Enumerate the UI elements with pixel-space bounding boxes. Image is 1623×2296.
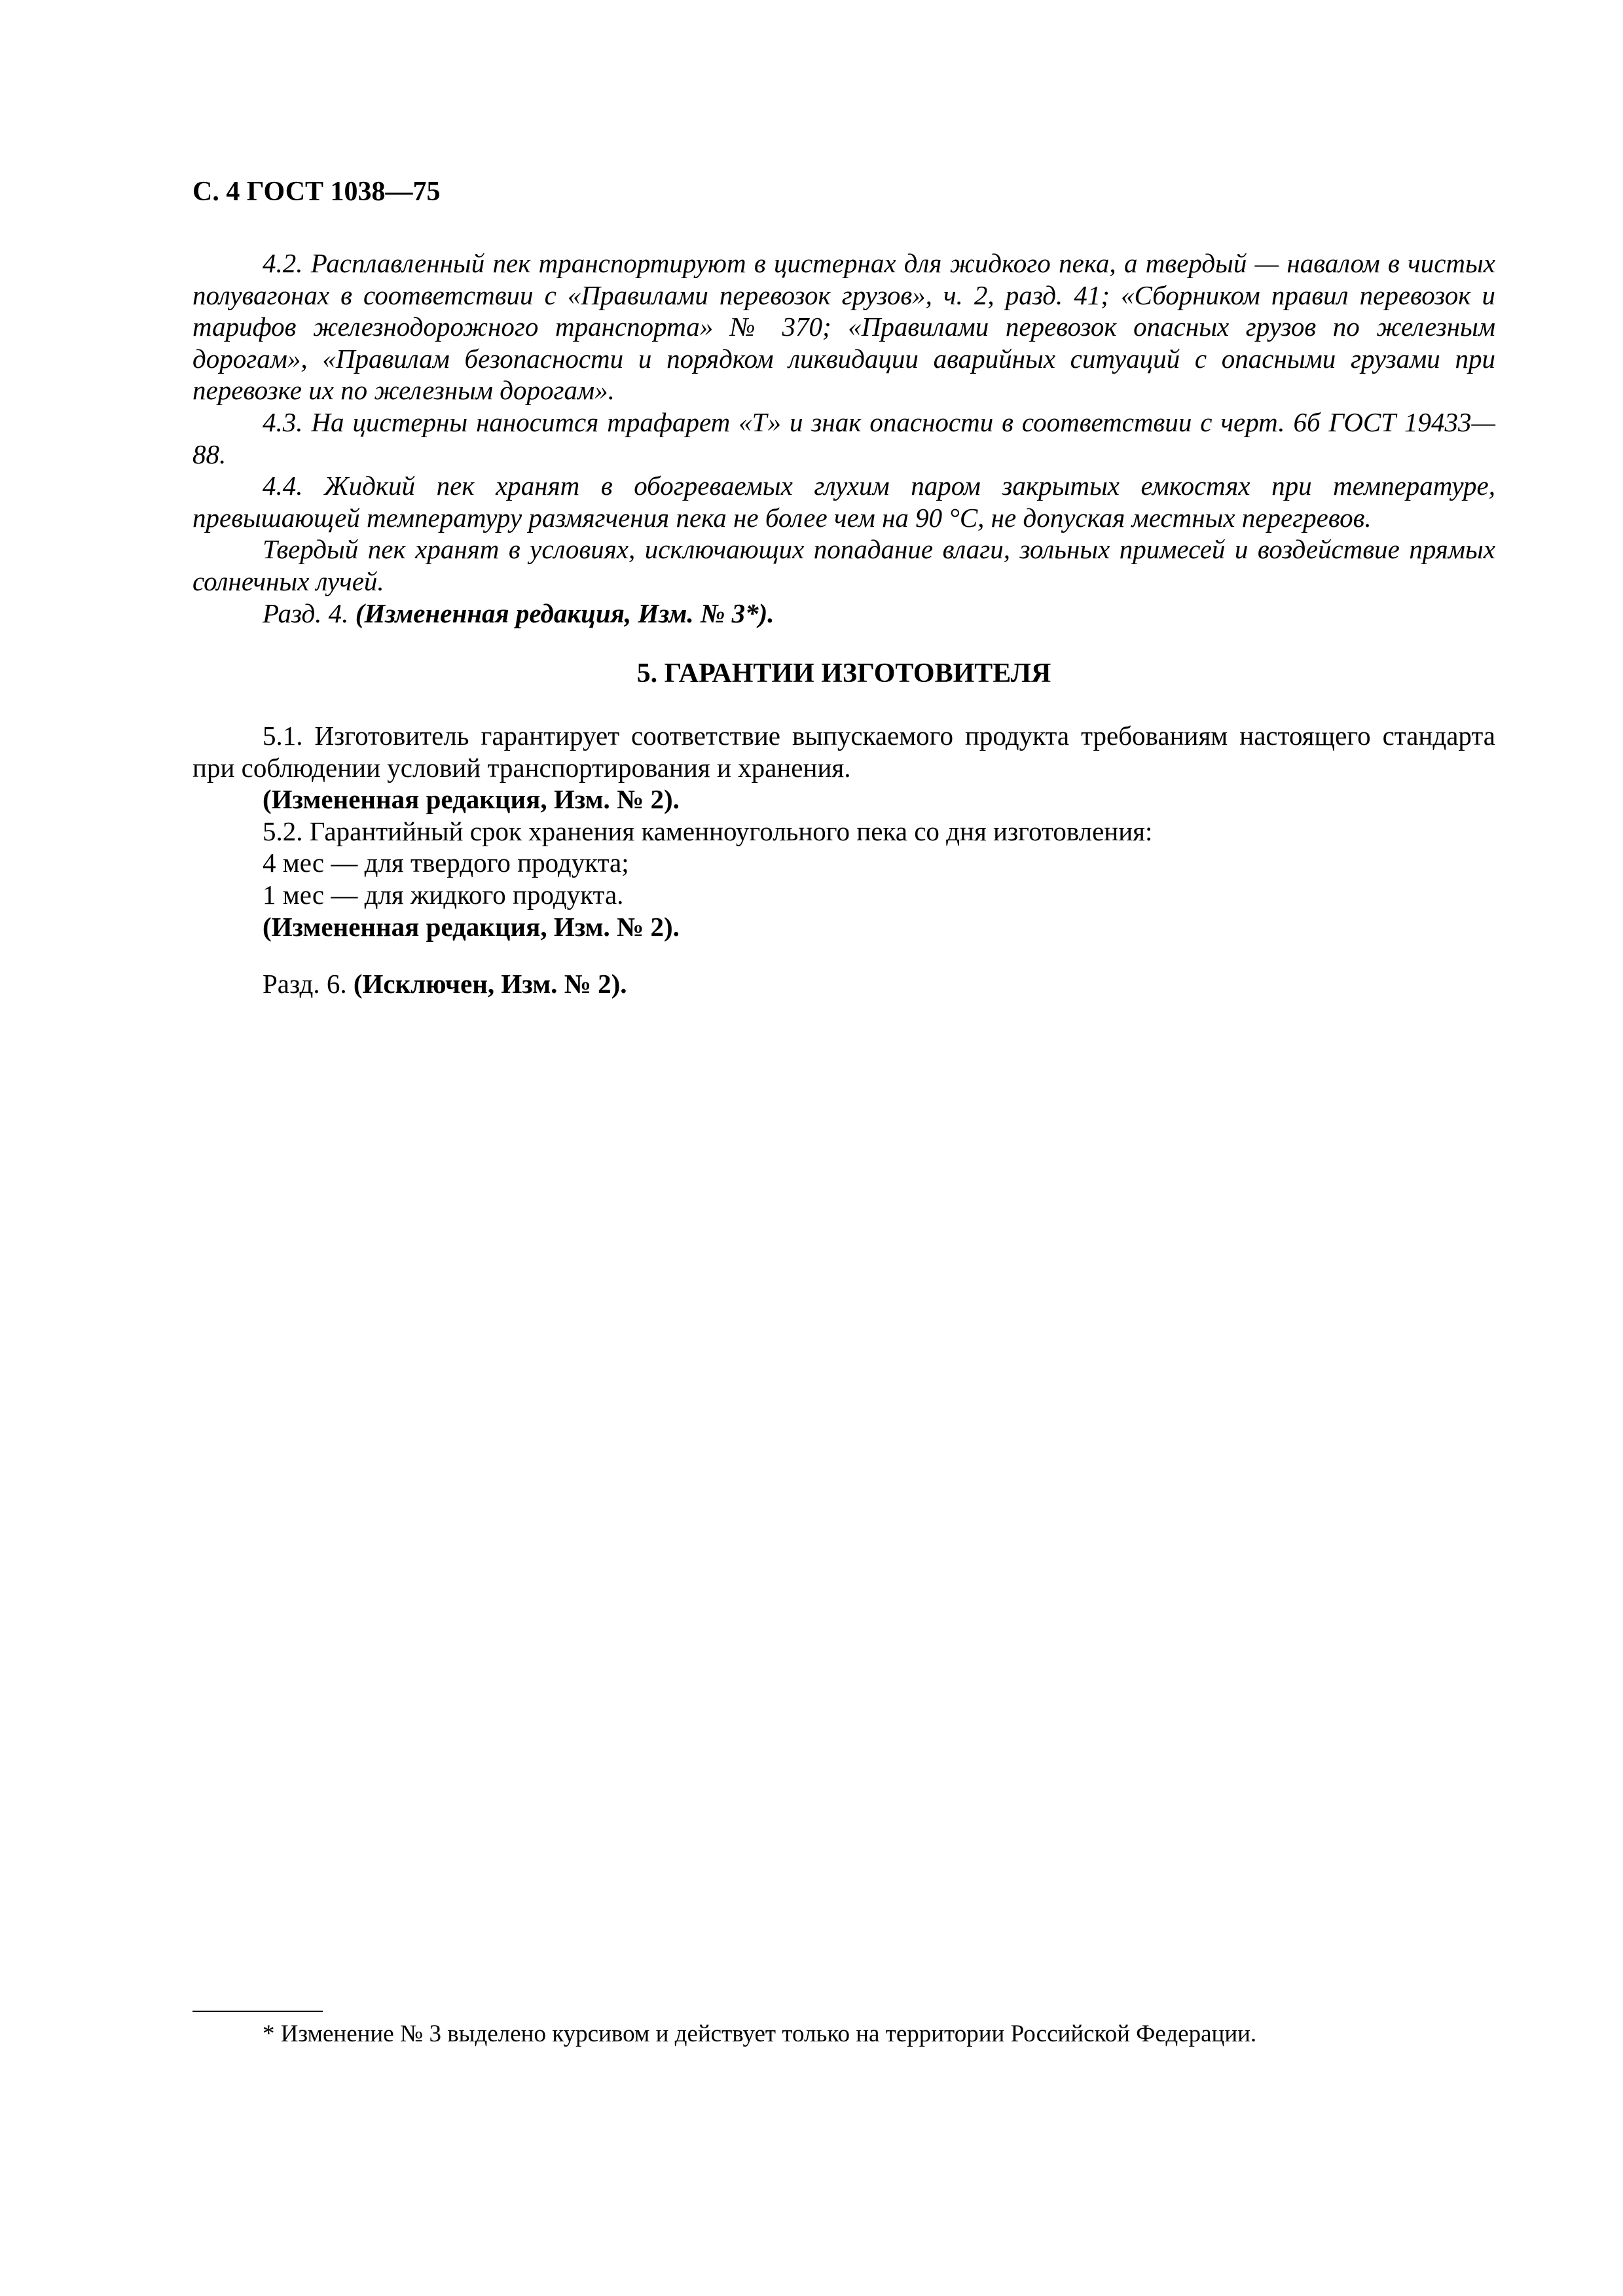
section-5-heading: 5. ГАРАНТИИ ИЗГОТОВИТЕЛЯ — [636, 658, 1051, 689]
list-item-solid: 4 мес — для твердого продукта; — [263, 848, 629, 878]
razd-6-label: Разд. 6. — [263, 969, 347, 999]
footnote: * Изменение № 3 выделено курсивом и действует только на территории Российской Федерации. — [263, 2020, 1257, 2047]
razd-4-amendment: (Измененная редакция, Изм. № 3*). — [355, 598, 775, 628]
section-5-body — [192, 720, 1495, 942]
section-6-note — [263, 968, 627, 1000]
amendment-note-5-1: (Измененная редакция, Изм. № 2). — [263, 784, 680, 815]
section-4-body — [192, 247, 1495, 629]
paragraph-4-4-solid: Твердый пек хранят в условиях, исключающих попадание влаги, зольных примесей и воздействие прямых солнечных лучей. — [192, 534, 1495, 596]
paragraph-4-3: 4.3. На цистерны наносится трафарет «Т» и знак опасности в соответствии с черт. 6б ГОСТ 19433—88. — [192, 406, 1495, 469]
paragraph-4-2: 4.2. Расплавленный пек транспортируют в цистернах для жидкого пека, а твердый — навалом в чистых полувагонах в соответствии с «Правилами перевозок грузов», ч. 2, разд. 41; «Сборником правил перевозок и тарифов железнодорожного транспорта» № 370; «Правилами перевозок опасных грузов по железным дорогам», «Правилам безопасности и порядком ликвидации аварийных ситуаций с опасными грузами при перевозке их по железным дорогам». — [192, 248, 1495, 406]
paragraph-4-4: 4.4. Жидкий пек хранят в обогреваемых глухим паром закрытых емкостях при температуре, превышающей температуру размягчения пека не более чем на 90 °С, не допуская местных перегревов. — [192, 471, 1495, 533]
paragraph-5-2: 5.2. Гарантийный срок хранения каменноугольного пека со дня изготовления: — [263, 816, 1153, 846]
footnote-divider — [192, 2011, 323, 2012]
page-header: С. 4 ГОСТ 1038—75 — [192, 177, 441, 207]
amendment-note-5-2: (Измененная редакция, Изм. № 2). — [263, 911, 680, 942]
razd-4-label: Разд. 4. — [263, 598, 349, 628]
section-4-amendment-note — [192, 598, 1495, 630]
list-item-liquid: 1 мес — для жидкого продукта. — [263, 879, 624, 910]
paragraph-5-1: 5.1. Изготовитель гарантирует соответствие выпускаемого продукта требованиям настоящего стандарта при соблюдении условий транспортирования и хранения. — [192, 721, 1495, 783]
razd-6-excluded: (Исключен, Изм. № 2). — [353, 969, 627, 999]
